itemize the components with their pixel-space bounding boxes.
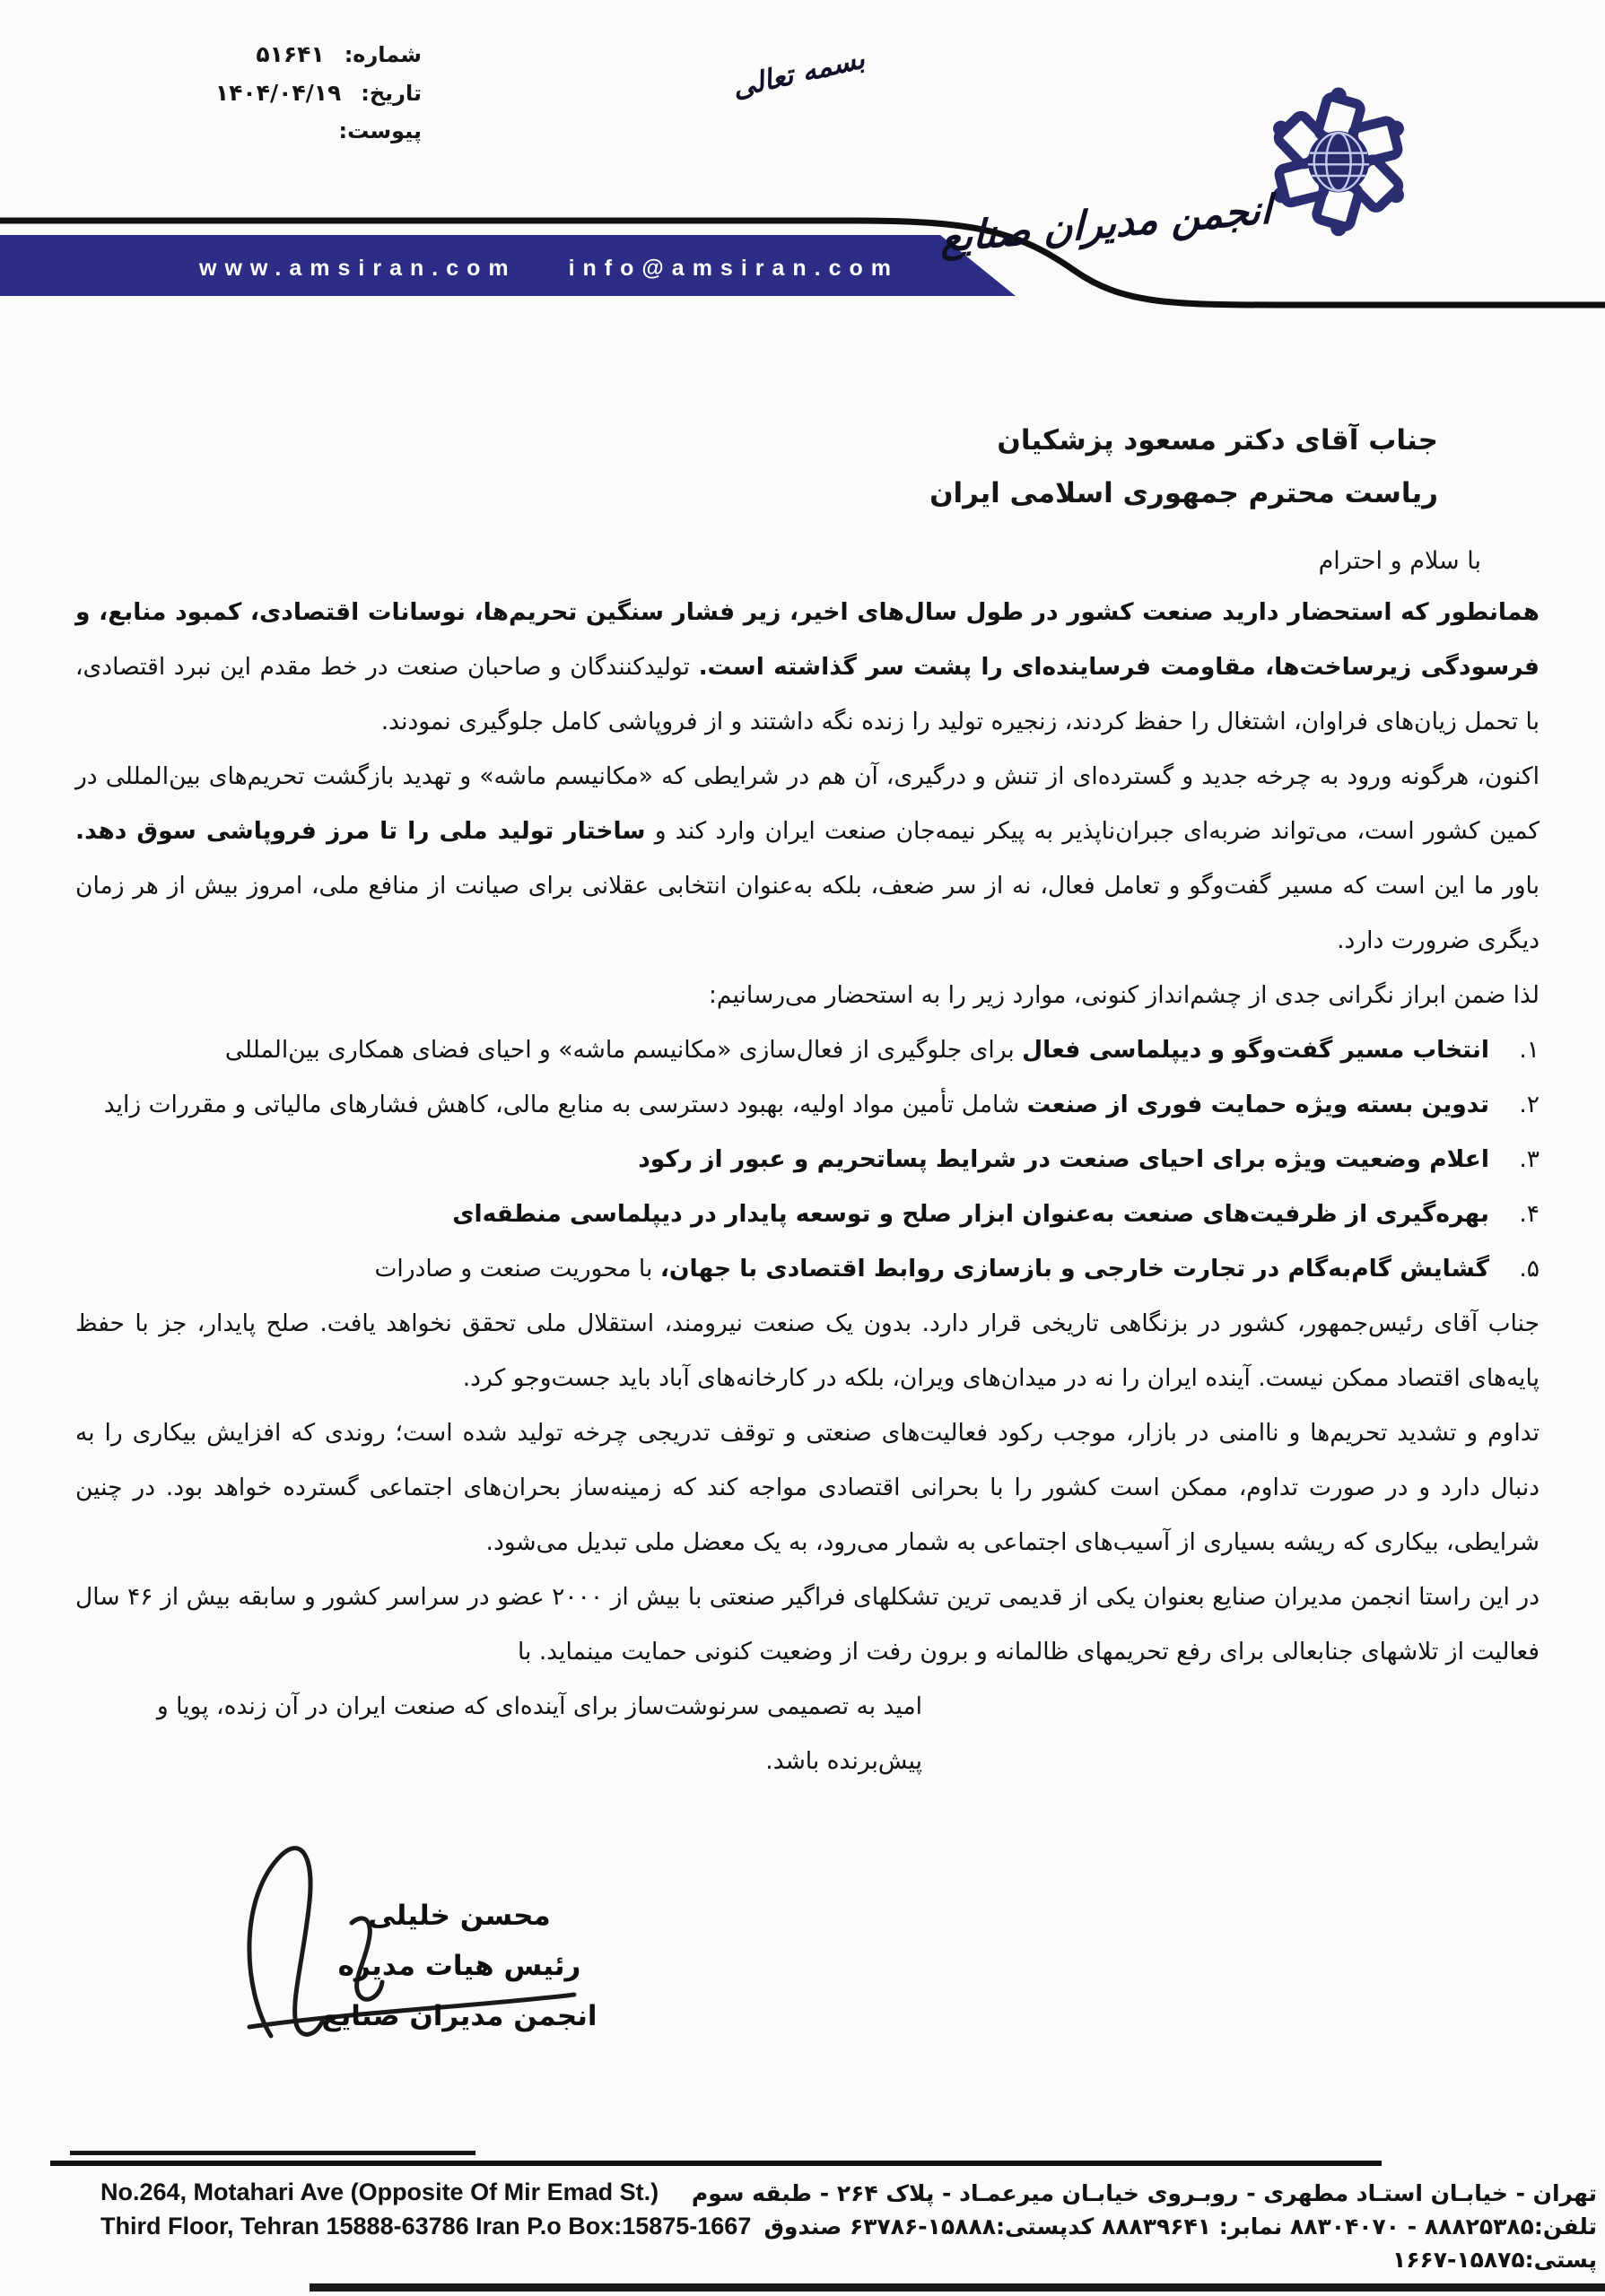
recipient-name: جناب آقای دکتر مسعود پزشکیان (997, 424, 1438, 457)
attachment-label: پیوست: (338, 118, 422, 144)
list-item-3 (75, 1132, 1540, 1187)
list-item-5-bold: گشایش گام‌به‌گام در تجارت خارجی و بازسازی روابط اقتصادی با جهان، (659, 1255, 1489, 1283)
recipient-title: ریاست محترم جمهوری اسلامی ایران (929, 477, 1438, 509)
email-text: info@amsiran.com (568, 255, 900, 281)
list-item-5-rest: با محوریت صنعت و صادرات (374, 1255, 660, 1283)
list-item-2-number: ۲. (1519, 1091, 1540, 1118)
footer-address-fa (583, 2177, 1597, 2276)
org-name-calligraphy: انجمن مدیران صنایع (940, 187, 1272, 262)
paragraph-2-bold: ساختار تولید ملی را تا مرز فروپاشی سوق دهد. (75, 817, 646, 845)
list-item-2-rest: شامل تأمین مواد اولیه، بهبود دسترسی به منابع مالی، کاهش فشارهای مالیاتی و مقررات زاید (103, 1091, 1027, 1118)
salutation: با سلام و احترام (1318, 547, 1481, 575)
letter-body (75, 585, 1540, 1788)
paragraph-1 (75, 585, 1540, 749)
list-item-1 (75, 1022, 1540, 1077)
number-value: ۵۱۶۴۱ (256, 41, 325, 67)
letter-meta-block (135, 41, 422, 156)
paragraph-2-start: اکنون، هرگونه ورود به چرخه جدید و گسترده‌ای از تنش و درگیری، آن هم در شرایطی که «مکانیسم ماشه» و تهدید بازگشت تحریم‌های بین‌المللی در کمین کشور است، می‌تواند ضربه‌ای جبران‌ناپذیر به پیکر نیمه‌جان صنعت ایران وارد کند و (75, 762, 1540, 845)
paragraph-1-bold: همانطور که استحضار دارید صنعت کشور در طول سال‌های اخیر، زیر فشار سنگین تحریم‌ها، نوسانات اقتصادی، کمبود منابع، و فرسودگی زیرساخت‌ها، مقاومت فرساینده‌ای را پشت سر گذاشته است. (75, 598, 1540, 681)
list-intro: لذا ضمن ابراز نگرانی جدی از چشم‌انداز کنونی، موارد زیر را به استحضار می‌رسانیم: (709, 981, 1540, 1009)
list-item-1-number: ۱. (1519, 1036, 1540, 1064)
demands-list (75, 1022, 1540, 1296)
signatory-name: محسن خلیلی (368, 1900, 551, 1932)
date-value: ۱۴۰۴/۰۴/۱۹ (214, 80, 342, 106)
signature-block (303, 1891, 615, 2041)
list-item-4-bold: بهره‌گیری از ظرفیت‌های صنعت به‌عنوان ابزار صلح و توسعه پایدار در دیپلماسی منطقه‌ای (452, 1200, 1489, 1228)
scan-artifact-bottom-strip (310, 2283, 1605, 2292)
list-item-2-bold: تدوین بسته ویژه حمایت فوری از صنعت (1026, 1091, 1489, 1118)
list-item-1-bold: انتخاب مسیر گفت‌وگو و دیپلماسی فعال (1022, 1036, 1489, 1064)
paragraph-3: جناب آقای رئیس‌جمهور، کشور در بزنگاهی تاریخی قرار دارد. بدون یک صنعت نیرومند، استقلال ملی تحقق نخواهد یافت. صلح پایدار، جز با حفظ پایه‌های اقتصاد ممکن نیست. آینده ایران را نه در میدان‌های ویران، بلکه در کارخانه‌های آباد باید جست‌وجو کرد. (75, 1309, 1540, 1392)
paragraph-4: تداوم و تشدید تحریم‌ها و ناامنی در بازار، موجب رکود فعالیت‌های صنعتی و توقف تدریجی چرخه تولید شده است؛ روندی که افزایش بیکاری را به دنبال دارد و در صورت تداوم، ممکن است کشور را با بحرانی اقتصادی مواجه کند که زمینه‌ساز بحران‌های اجتماعی گسترده خواهد بود. در چنین شرایطی، بیکاری که ریشه بسیاری از آسیب‌های اجتماعی به شمار می‌رود، به یک معضل ملی تبدیل می‌شود. (75, 1419, 1540, 1556)
list-item-3-bold: اعلام وضعیت ویژه برای احیای صنعت در شرایط پساتحریم و عبور از رکود (638, 1145, 1489, 1173)
paragraph-5: در این راستا انجمن مدیران صنایع بعنوان یکی از قدیمی ترین تشکلهای فراگیر صنعتی با بیش از ۲۰۰۰ عضو در سراسر کشور و سابقه بیش از ۴۶ سال فعالیت از تلاشهای جنابعالی برای رفع تحریمهای ظالمانه و برون رفت از وضعیت کنونی حمایت مینماید. با (75, 1583, 1540, 1665)
paragraph-5-lastline: امید به تصمیمی سرنوشت‌ساز برای آینده‌ای که صنعت ایران در آن زنده، پویا و پیش‌برنده باشد. (156, 1692, 922, 1775)
paragraph-2 (75, 749, 1540, 968)
recipient-block (929, 414, 1438, 520)
list-item-4 (75, 1187, 1540, 1241)
website-text: www.amsiran.com (199, 255, 517, 281)
list-item-1-rest: برای جلوگیری از فعال‌سازی «مکانیسم ماشه» و احیای فضای همکاری بین‌المللی (224, 1036, 1023, 1064)
besmele-calligraphy: بسمه تعالی (728, 42, 868, 105)
paragraph-1-rest: تولیدکنندگان و صاحبان صنعت در خط مقدم این نبرد اقتصادی، با تحمل زیان‌های فراوان، اشتغال را حفظ کردند، زنجیره تولید را زنده نگه داشتند و از فروپاشی کامل جلوگیری نمودند. (75, 653, 1540, 735)
footer-address-en-line2: Third Floor, Tehran 15888-63786 Iran P.o Box:15875-1667 (100, 2213, 752, 2239)
letter-attachment-row (135, 118, 422, 144)
band-contacts (199, 242, 1007, 294)
list-item-4-number: ۴. (1519, 1200, 1540, 1228)
footer-address-fa-line1: تهران - خیابـان استـاد مطهری - روبـروی خیابـان میرعمـاد - پلاک ۲۶۴ - طبقه سوم (691, 2180, 1597, 2206)
signatory-org: انجمن مدیران صنایع (321, 2000, 598, 2032)
footer-address-fa-line2: تلفن:۸۸۸۲۵۳۸۵ - ۸۸۳۰۴۰۷۰ نمابر: ۸۸۸۳۹۶۴۱ کدپستی:۱۵۸۸۸-۶۳۷۸۶ صندوق پستی:۱۵۸۷۵-۱۶۶۷ (763, 2213, 1597, 2273)
footer-rule-main (50, 2161, 1382, 2166)
date-label: تاریخ: (361, 81, 422, 106)
footer-address-en-line1: No.264, Motahari Ave (Opposite Of Mir Emad St.) (100, 2179, 659, 2205)
number-label: شماره: (344, 42, 422, 67)
letter-date-row (135, 80, 422, 106)
list-item-2 (75, 1077, 1540, 1132)
paragraph-2-rest: باور ما این است که مسیر گفت‌وگو و تعامل فعال، نه از سر ضعف، بلکه به‌عنوان انتخابی عقلانی برای صیانت از منافع ملی، امروز بیش از هر زمان دیگری ضرورت دارد. (75, 872, 1540, 954)
signatory-title: رئیس هیات مدیره (337, 1950, 581, 1982)
letter-number-row (135, 41, 422, 67)
list-item-3-number: ۳. (1519, 1145, 1540, 1173)
globe-icon (1308, 131, 1369, 192)
list-item-5-number: ۵. (1519, 1255, 1540, 1283)
list-item-5 (75, 1241, 1540, 1296)
footer-rule-top (70, 2151, 475, 2155)
